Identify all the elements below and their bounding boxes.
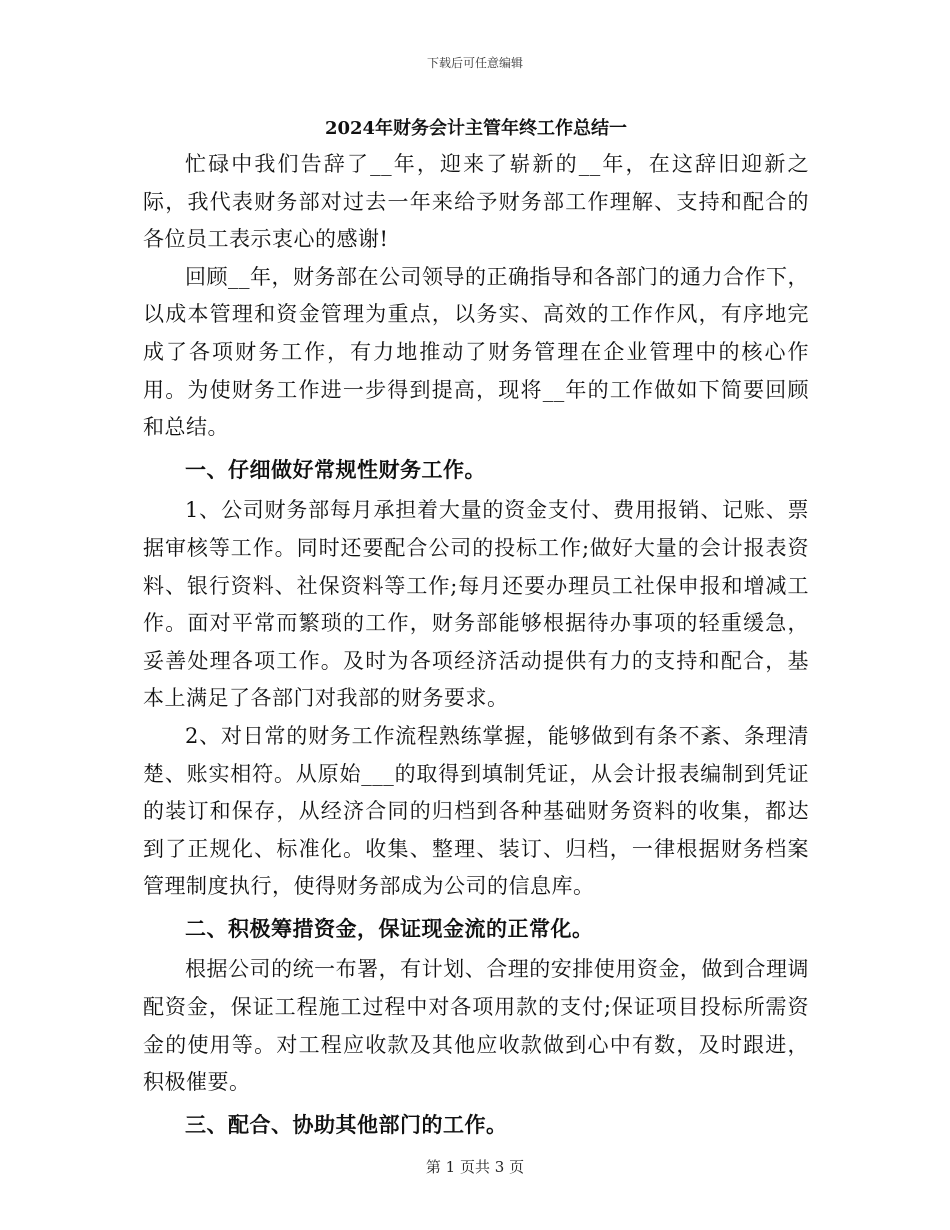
paragraph-funds: 根据公司的统一布署，有计划、合理的安排使用资金，做到合理调配资金，保证工程施工过程中对各项用款的支付;保证项目投标所需资金的使用等。对工程应收款及其他应收款做到心中有数，及时跟进，积极催要。 [143,957,809,1095]
paragraph-item-1: 1、公司财务部每月承担着大量的资金支付、费用报销、记账、票据审核等工作。同时还要配合公司的投标工作;做好大量的会计报表资料、银行资料、社保资料等工作;每月还要办理员工社保申报和增减工作。面对平常而繁琐的工作，财务部能够根据待办事项的轻重缓急，妥善处理各项工作。及时为各项经济活动提供有力的支持和配合，基本上满足了各部门对我部的财务要求。 [143,498,809,711]
section-heading-2: 二、积极筹措资金，保证现金流的正常化。 [185,915,594,941]
document-body [143,112,809,1147]
paragraph-review: 回顾__年，财务部在公司领导的正确指导和各部门的通力合作下，以成本管理和资金管理为重点，以务实、高效的工作作风，有序地完成了各项财务工作，有力地推动了财务管理在企业管理中的核心作用。为使财务工作进一步得到提高，现将__年的工作做如下简要回顾和总结。 [143,264,809,440]
page-number-footer: 第 1 页共 3 页 [425,1158,525,1176]
paragraph-item-2: 2、对日常的财务工作流程熟练掌握，能够做到有条不紊、条理清楚、账实相符。从原始___的取得到填制凭证，从会计报表编制到凭证的装订和保存，从经济合同的归档到各种基础财务资料的收集，都达到了正规化、标准化。收集、整理、装订、归档，一律根据财务档案管理制度执行，使得财务部成为公司的信息库。 [143,723,809,899]
page-header-note: 下载后可任意编辑 [426,56,523,70]
paragraph-intro: 忙碌中我们告辞了__年，迎来了崭新的__年，在这辞旧迎新之际，我代表财务部对过去一年来给予财务部工作理解、支持和配合的各位员工表示衷心的感谢! [143,152,809,252]
section-heading-1: 一、仔细做好常规性财务工作。 [185,456,486,482]
section-heading-3: 三、配合、协助其他部门的工作。 [185,1111,508,1137]
document-title: 2024年财务会计主管年终工作总结一 [324,118,628,139]
